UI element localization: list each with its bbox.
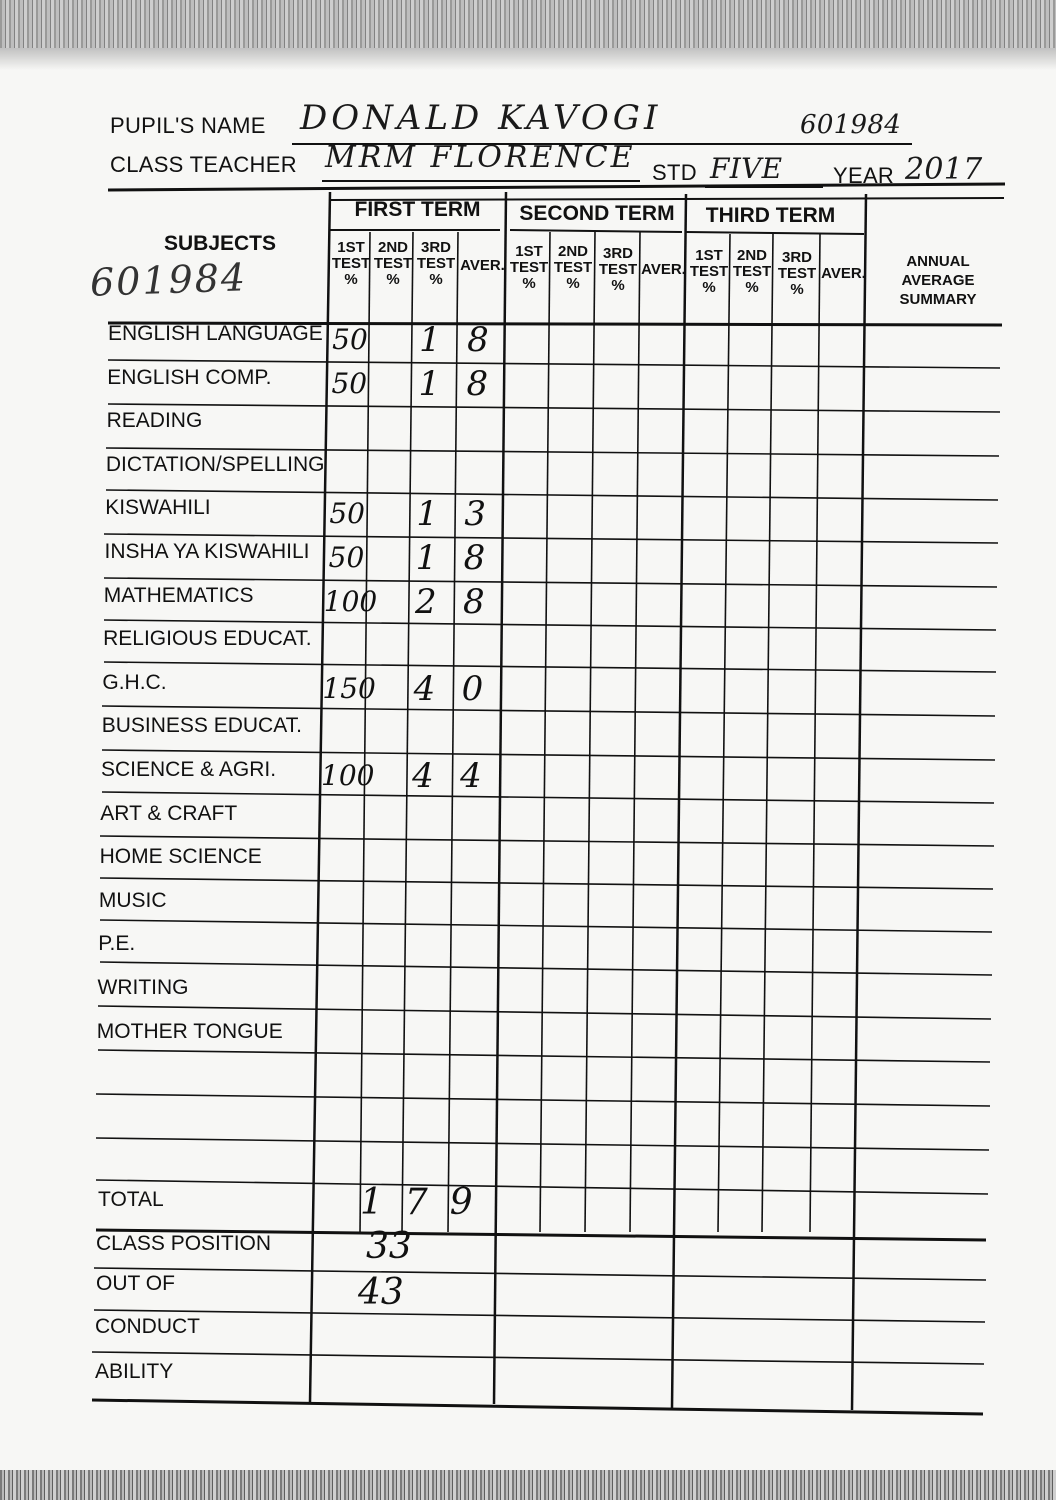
year-label: YEAR (833, 163, 895, 188)
subject-name: ART & CRAFT (100, 801, 238, 825)
test1-mark: 50 (328, 541, 365, 574)
col-3rd-test: 3RD TEST % (777, 249, 817, 298)
average-mark: 8 (467, 320, 489, 360)
col-3rd-test: 3RD TEST % (598, 245, 638, 294)
pupil-number: 601984 (800, 110, 902, 140)
test2-mark: 4 (412, 756, 434, 796)
ability-label: ABILITY (95, 1360, 174, 1383)
test1-mark: 50 (329, 497, 365, 531)
class-position-value: 33 (366, 1226, 412, 1267)
subject-name: DICTATION/SPELLING (105, 452, 325, 476)
col-3rd-test: 3RD TEST % (416, 239, 456, 288)
col-average: AVER. (641, 261, 686, 278)
subject-name: READING (106, 409, 203, 433)
subject-name: MOTHER TONGUE (96, 1019, 283, 1043)
scan-edge-bottom (0, 1470, 1056, 1500)
class-teacher-value: MRM FLORENCE (325, 140, 636, 175)
test2-mark: 1 (416, 494, 438, 535)
pupil-name-value: DONALD KAVOGI (300, 98, 662, 138)
year-value: 2017 (905, 152, 983, 187)
total-label: TOTAL (98, 1188, 164, 1211)
test2-mark: 1 (419, 320, 441, 360)
subject-name: MATHEMATICS (103, 583, 254, 607)
test1-mark: 50 (331, 366, 368, 400)
subject-name: G.H.C. (102, 670, 167, 694)
handwritten-pupil-id: 601984 (89, 255, 248, 305)
subject-name: MUSIC (98, 888, 167, 912)
col-1st-test: 1ST TEST % (689, 247, 729, 296)
col-2nd-test: 2ND TEST % (373, 239, 413, 288)
subject-name: ENGLISH LANGUAGE (108, 322, 323, 345)
average-mark: 4 (460, 756, 482, 796)
out-of-value: 43 (358, 1272, 404, 1313)
std-label: STD (652, 160, 697, 185)
test2-mark: 1 (418, 363, 441, 404)
average-mark: 0 (461, 668, 484, 709)
col-annual-summary: ANNUAL AVERAGE SUMMARY (899, 253, 977, 308)
average-mark: 3 (464, 494, 486, 535)
pupil-name-label: PUPIL'S NAME (110, 113, 266, 138)
class-teacher-label: CLASS TEACHER (110, 152, 297, 177)
subject-name: WRITING (97, 976, 189, 999)
subject-name: HOME SCIENCE (99, 845, 262, 869)
col-1st-test: 1ST TEST % (509, 243, 549, 292)
term-header-second: SECOND TERM (519, 202, 675, 225)
subject-name: SCIENCE & AGRI. (101, 758, 277, 781)
subject-name: RELIGIOUS EDUCAT. (103, 627, 312, 651)
subjects-heading: SUBJECTS (163, 232, 277, 255)
test1-mark: 50 (332, 323, 368, 356)
average-mark: 8 (463, 538, 486, 578)
subject-name: INSHA YA KISWAHILI (104, 540, 310, 563)
test1-mark: 100 (323, 584, 378, 618)
average-mark: 8 (462, 581, 485, 622)
test2-mark: 4 (413, 668, 436, 709)
term-header-third: THIRD TERM (705, 204, 836, 227)
col-1st-test: 1ST TEST % (331, 239, 371, 288)
test2-mark: 1 (415, 538, 438, 578)
total-value: 179 (360, 1182, 495, 1223)
test1-mark: 100 (321, 759, 375, 792)
col-2nd-test: 2ND TEST % (553, 243, 593, 292)
term-header-first: FIRST TERM (354, 198, 481, 221)
out-of-label: OUT OF (96, 1272, 175, 1295)
subject-name: ENGLISH COMP. (107, 365, 272, 389)
average-mark: 8 (466, 363, 489, 404)
col-2nd-test: 2ND TEST % (732, 247, 772, 296)
subject-name: P.E. (98, 932, 136, 956)
std-value: FIVE (710, 152, 783, 185)
class-position-label: CLASS POSITION (96, 1232, 272, 1255)
subject-name: KISWAHILI (105, 496, 211, 520)
subject-name: BUSINESS EDUCAT. (101, 714, 303, 738)
col-average: AVER. (460, 257, 505, 274)
test2-mark: 2 (414, 581, 437, 622)
col-average: AVER. (821, 265, 866, 282)
conduct-label: CONDUCT (95, 1315, 200, 1338)
test1-mark: 150 (322, 671, 376, 705)
